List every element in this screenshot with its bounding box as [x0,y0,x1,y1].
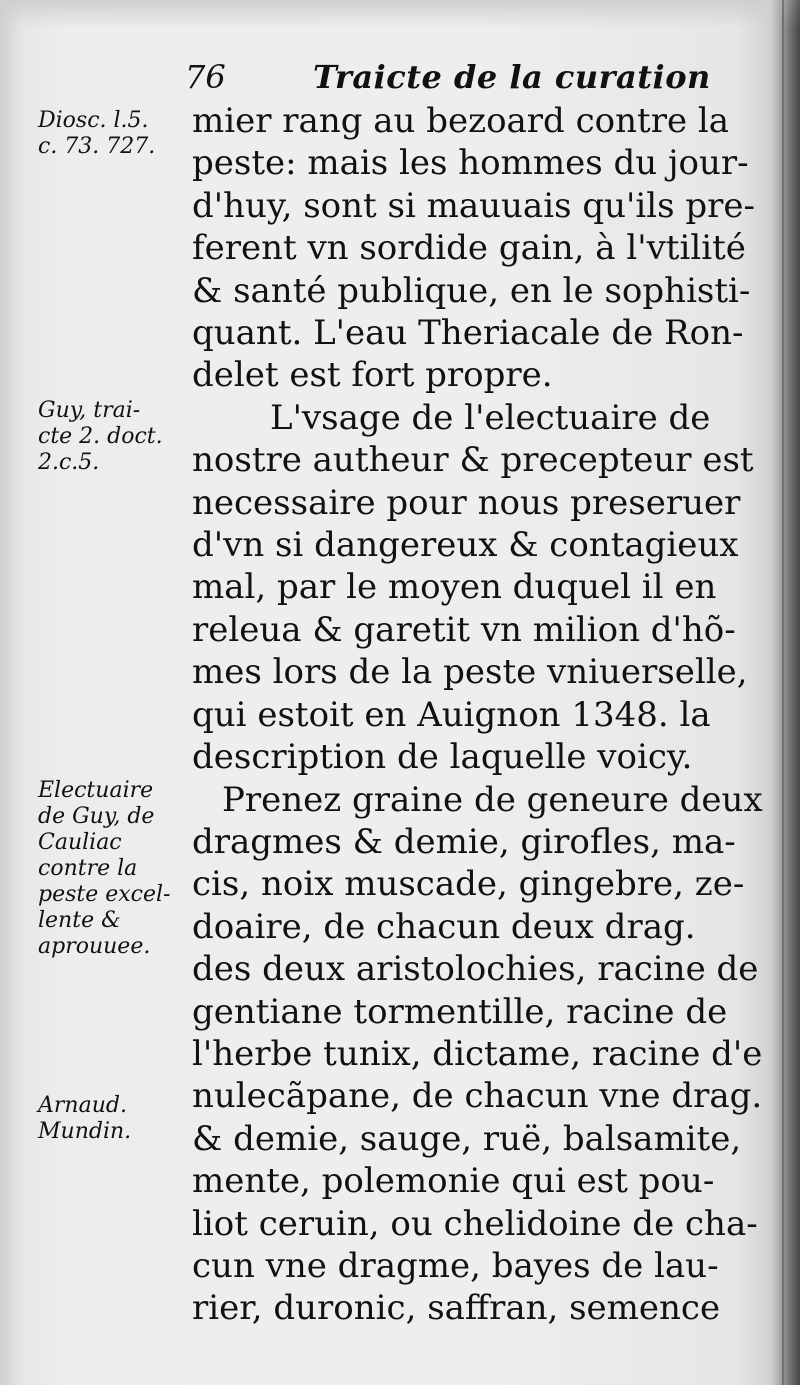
text-line: delet est fort propre. [192,355,553,396]
text-line: & demie, sauge, ruë, balsamite, [192,1118,742,1159]
margin-note-line: de Guy, de [38,804,155,829]
margin-note-line: lente & [38,908,121,933]
text-line: mes lors de la peste vniuerselle, [192,652,748,693]
body-text [192,100,767,1330]
margin-note-line: Guy, trai- [38,398,141,423]
text-line: nostre autheur & precepteur est [192,440,754,481]
text-line: peste: mais les hommes du jour- [192,143,749,184]
text-line: liot ceruin, ou chelidoine de cha- [192,1203,758,1244]
text-line: description de laquelle voicy. [192,737,693,778]
page-top-shadow [0,0,800,28]
text-line: l'herbe tunix, dictame, racine d'e [192,1033,763,1074]
margin-note-guy [38,398,163,476]
margin-note-line: Mundin. [38,1119,132,1144]
margin-note-line: Arnaud. [38,1093,127,1118]
margin-note-line: c. 73. 727. [38,134,156,159]
margin-note-dioscorides [38,108,155,160]
running-head [185,58,765,98]
text-line: des deux aristolochies, racine de [192,949,759,990]
running-title: Traicte de la curation [313,58,711,96]
margin-note-line: cte 2. doct. [38,424,163,449]
margin-note-line: Diosc. l.5. [38,108,149,133]
text-line: d'vn si dangereux & contagieux [192,525,739,566]
text-line: qui estoit en Auignon 1348. la [192,694,711,735]
text-line: mier rang au bezoard contre la [192,101,730,141]
margin-note-line: peste excel- [38,882,171,907]
margin-note-electuaire [38,778,170,960]
text-line: nulecãpane, de chacun vne drag. [192,1076,763,1117]
margin-note-arnaud [38,1093,131,1145]
text-line: cun vne dragme, bayes de lau- [192,1245,719,1286]
margin-note-line: 2.c.5. [38,450,100,475]
binding-gutter [770,0,800,1385]
page-left-shadow [0,0,22,1385]
margin-note-line: aprouuee. [38,934,151,959]
text-line: releua & garetit vn milion d'hõ- [192,609,736,650]
text-line: quant. L'eau Theriacale de Ron- [192,313,744,354]
text-line: ferent vn sordide gain, à l'vtilité [192,228,746,269]
text-line: necessaire pour nous preseruer [192,482,741,523]
text-line: d'huy, sont si mauuais qu'ils pre- [192,185,755,226]
text-line: rier, duronic, saffran, semence [192,1288,721,1329]
text-line: doaire, de chacun deux drag. [192,906,696,947]
margin-note-line: contre la [38,856,138,881]
text-line: mente, polemonie qui est pou- [192,1161,715,1202]
text-line: L'vsage de l'electuaire de [270,397,711,438]
text-line: gentiane tormentille, racine de [192,991,728,1032]
margin-note-line: Cauliac [38,830,122,855]
binding-line [782,0,784,1385]
text-line: mal, par le moyen duquel il en [192,567,717,608]
text-line: & santé publique, en le sophisti- [192,270,751,311]
text-line: cis, noix muscade, gingebre, ze- [192,864,745,905]
margin-note-line: Electuaire [38,778,154,803]
text-line: dragmes & demie, girofles, ma- [192,821,736,862]
text-line: Prenez graine de geneure deux [222,779,763,820]
page-number: 76 [185,58,226,96]
